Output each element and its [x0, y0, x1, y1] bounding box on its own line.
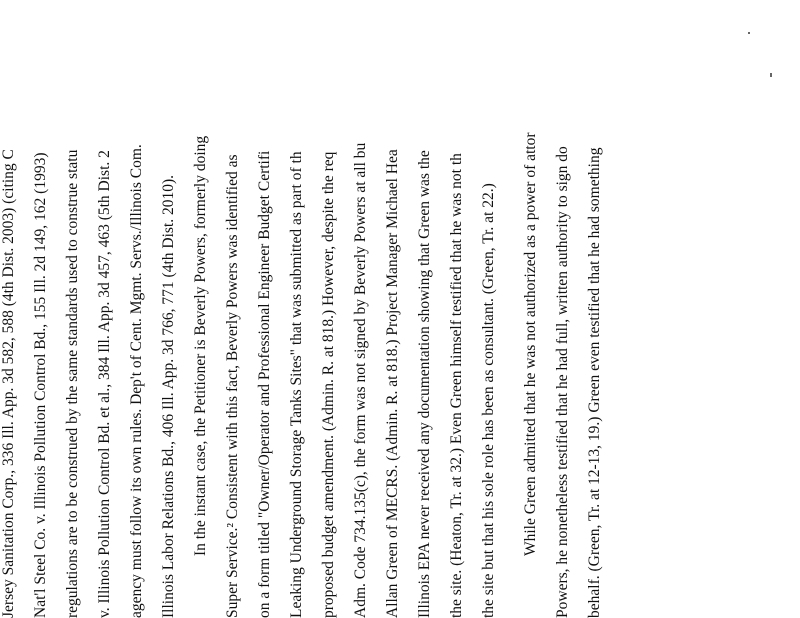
text-line: agency must follow its own rules. Dep't of Cent. Mgmt. Servs./Illinois Com.: [128, 144, 145, 618]
text-line: Adm. Code 734.135(c), the form was not signed by Beverly Powers at all bu: [352, 142, 369, 618]
text-line: Super Service.² Consistent with this fact, Beverly Powers was identified as: [224, 154, 241, 618]
text-line: v. Illinois Pollution Control Bd. et al., 384 Ill. App. 3d 457, 463 (5th Dist. 2: [96, 150, 113, 618]
text-line: behalf. (Green, Tr. at 12-13, 19.) Green even testified that he had something: [586, 147, 603, 618]
text-line: the site but that his sole role has been as consultant. (Green, Tr. at 22.): [480, 183, 497, 618]
text-line: Nat'l Steel Co. v. Illinois Pollution Control Bd., 155 Ill. 2d 149, 162 (1993): [32, 152, 49, 618]
text-line: proposed budget amendment. (Admin. R. at 818.) However, despite the req: [320, 151, 337, 618]
text-line: the site. (Heaton, Tr. at 32.) Even Green himself testified that he was not th: [448, 153, 465, 618]
text-line: Illinois Labor Relations Bd., 406 Ill. App. 3d 766, 771 (4th Dist. 2010).: [160, 174, 177, 618]
text-line: regulations are to be construed by the same standards used to construe statu: [64, 149, 81, 618]
text-line: Allan Green of MECRS. (Admin. R. at 818.) Project Manager Michael Hea: [384, 149, 401, 618]
text-line: Leaking Underground Storage Tanks Sites" that was submitted as part of th: [288, 151, 305, 618]
text-line: In the instant case, the Petitioner is Beverly Powers, formerly doing: [192, 135, 209, 556]
text-line: While Green admitted that he was not authorized as a power of attor: [522, 132, 539, 556]
text-line: Powers, he nonetheless testified that he had full, written authority to sign do: [554, 146, 571, 618]
text-line: Jersey Sanitation Corp., 336 Ill. App. 3d 582, 588 (4th Dist. 2003) (citing C: [0, 149, 17, 618]
text-line: on a form titled "Owner/Operator and Professional Engineer Budget Certifi: [256, 150, 273, 618]
text-line: Illinois EPA never received any documentation showing that Green was the: [416, 150, 433, 618]
